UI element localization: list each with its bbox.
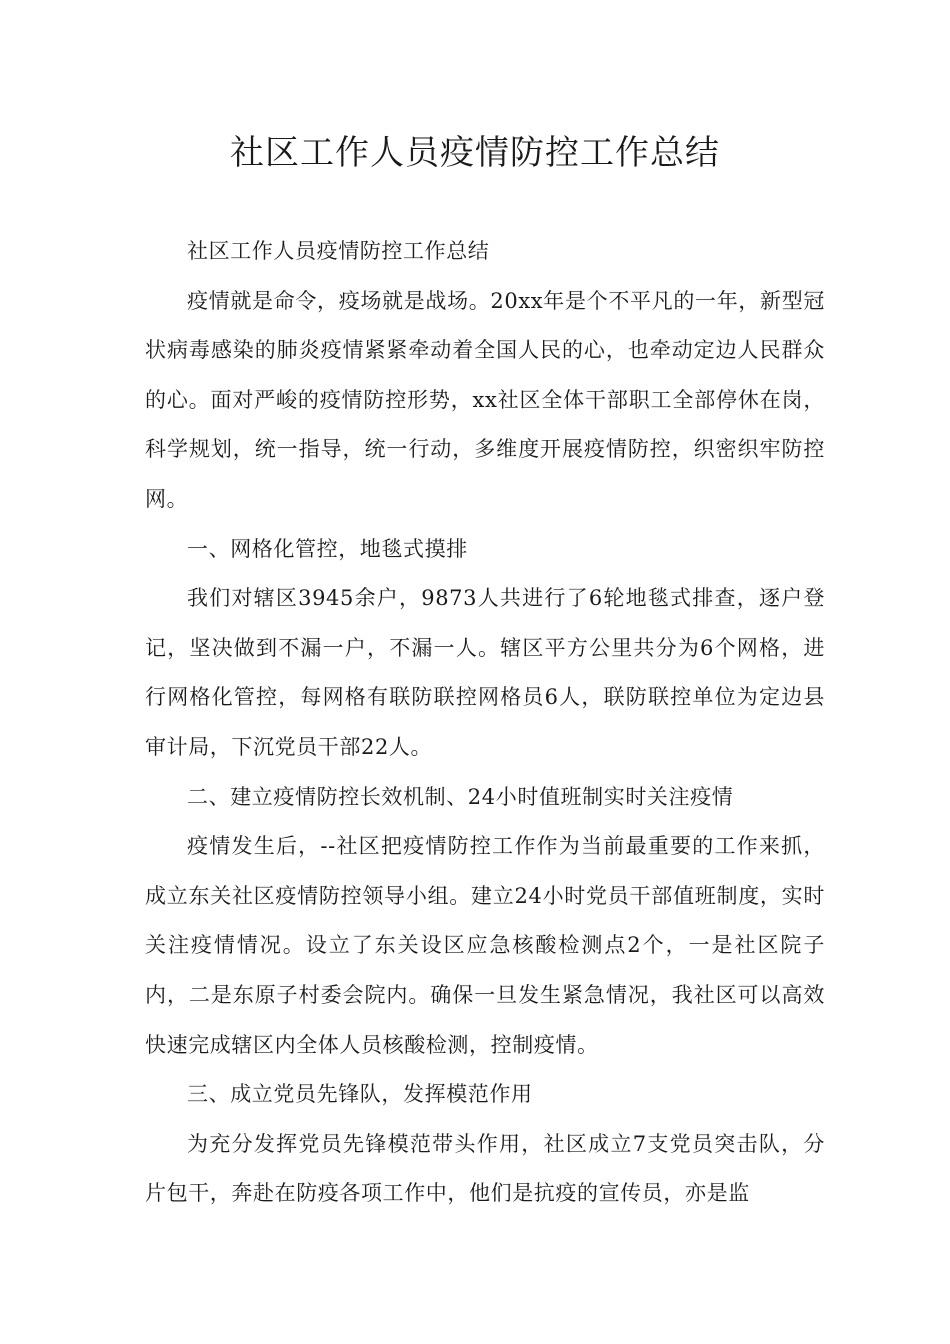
- section-heading-2: 二、建立疫情防控长效机制、24小时值班制实时关注疫情: [187, 784, 734, 809]
- document-body: [145, 227, 825, 1219]
- section-heading-1: 一、网格化管控，地毯式摸排: [187, 536, 468, 561]
- document-title: 社区工作人员疫情防控工作总结: [230, 133, 720, 173]
- paragraph-section-1: 我们对辖区3945余户，9873人共进行了6轮地毯式排查，逐户登记，坚决做到不漏一户，不漏一人。辖区平方公里共分为6个网格，进行网格化管控，每网格有联防联控网格员6人，联防联控单位为定边县审计局，下沉党员干部22人。: [145, 586, 825, 759]
- paragraph-section-2: 疫情发生后，--社区把疫情防控工作作为当前最重要的工作来抓，成立东关社区疫情防控领导小组。建立24小时党员干部值班制度，实时关注疫情情况。设立了东关设区应急核酸检测点2个，一是社区院子内，二是东原子村委会院内。确保一旦发生紧急情况，我社区可以高效快速完成辖区内全体人员核酸检测，控制疫情。: [145, 834, 825, 1057]
- paragraph-subtitle: 社区工作人员疫情防控工作总结: [187, 239, 490, 263]
- paragraph-intro: 疫情就是命令，疫场就是战场。20xx年是个不平凡的一年，新型冠状病毒感染的肺炎疫情紧紧牵动着全国人民的心，也牵动定边人民群众的心。面对严峻的疫情防控形势，xx社区全体干部职工全部停休在岗，科学规划，统一指导，统一行动，多维度开展疫情防控，织密织牢防控网。: [145, 288, 825, 511]
- paragraph-section-3: 为充分发挥党员先锋模范带头作用，社区成立7支党员突击队，分片包干，奔赴在防疫各项工作中，他们是抗疫的宣传员，亦是监: [145, 1131, 825, 1206]
- section-heading-3: 三、成立党员先锋队，发挥模范作用: [187, 1082, 533, 1107]
